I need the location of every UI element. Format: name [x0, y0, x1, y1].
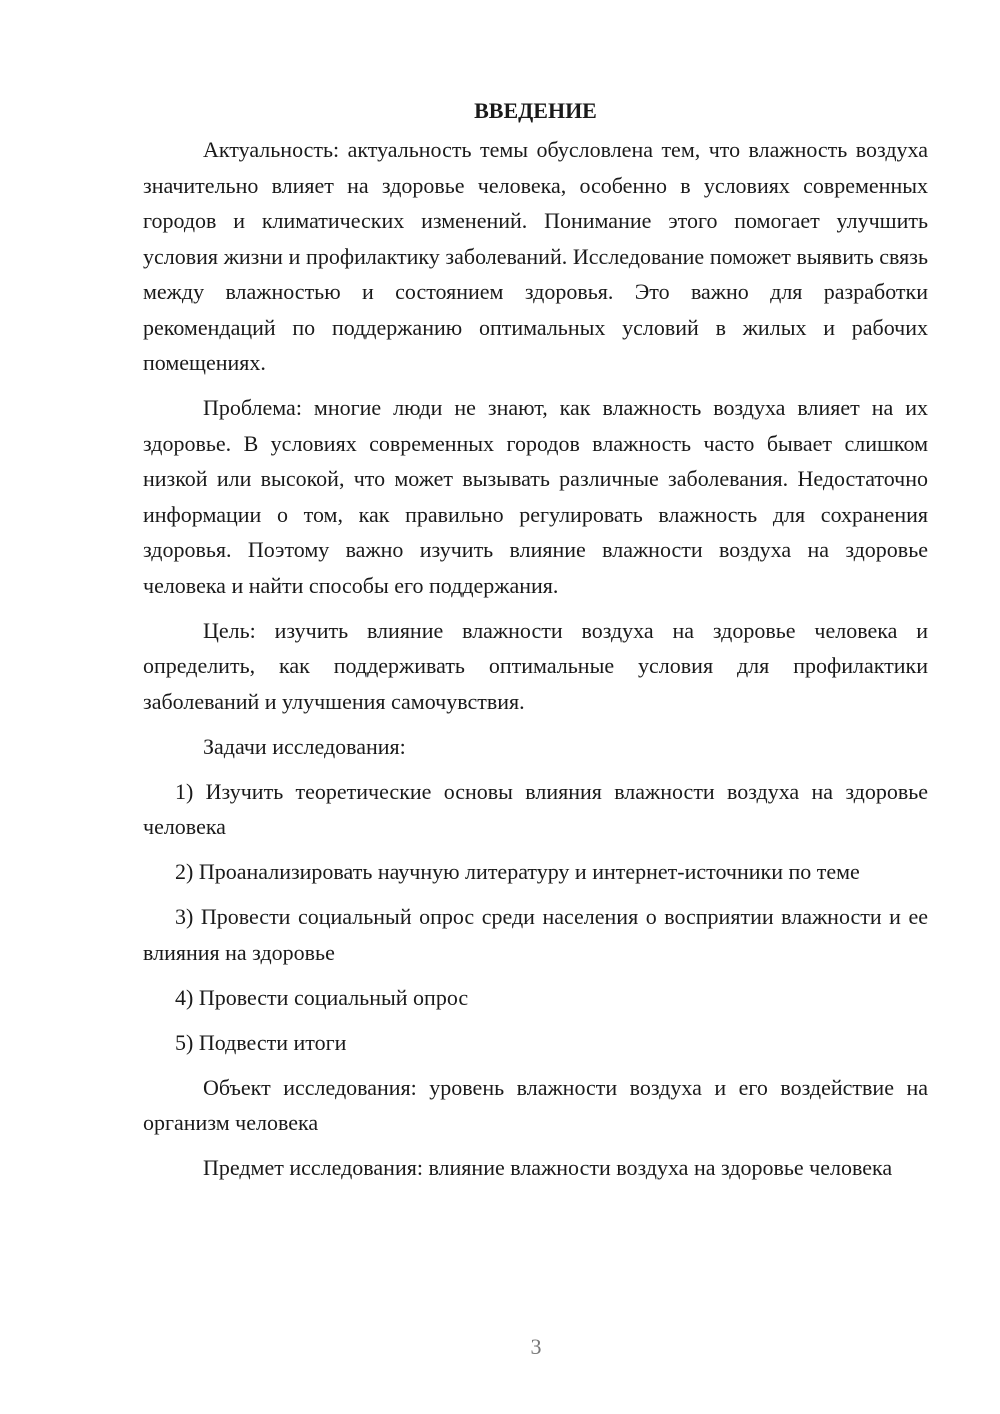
- page-content: [143, 93, 928, 1195]
- tasks-heading: Задачи исследования:: [203, 733, 406, 759]
- problem-paragraph: Проблема: многие люди не знают, как влажность воздуха влияет на их здоровье. В условиях современных городов влажность часто бывает слишком низкой или высокой, что может вызывать различные заболевания. Недостаточно информации о том, как правильно регулировать влажность для сохранения здоровья. Поэтому важно изучить влияние влажности воздуха на здоровье человека и найти способы его поддержания.: [143, 395, 928, 598]
- subject-paragraph: Предмет исследования: влияние влажности воздуха на здоровье человека: [203, 1155, 893, 1180]
- goal-paragraph: Цель: изучить влияние влажности воздуха на здоровье человека и определить, как поддерживать оптимальные условия для профилактики заболеваний и улучшения самочувствия.: [143, 617, 928, 714]
- task-item: 5) Подвести итоги: [175, 1029, 347, 1055]
- section-heading: ВВЕДЕНИЕ: [474, 98, 597, 123]
- task-item: 2) Проанализировать научную литературу и интернет-источники по теме: [175, 859, 860, 884]
- task-item: 1) Изучить теоретические основы влияния влажности воздуха на здоровье человека: [143, 778, 928, 839]
- relevance-paragraph: Актуальность: актуальность темы обусловлена тем, что влажность воздуха значительно влияет на здоровье человека, особенно в условиях современных городов и климатических изменений. Понимание этого помогает улучшить условия жизни и профилактику заболеваний. Исследование поможет выявить связь между влажностью и состоянием здоровья. Это важно для разработки рекомендаций по поддержанию оптимальных условий в жилых и рабочих помещениях.: [143, 137, 928, 375]
- object-paragraph: Объект исследования: уровень влажности воздуха и его воздействие на организм человека: [143, 1074, 928, 1135]
- task-item: 4) Провести социальный опрос: [175, 984, 469, 1010]
- task-item: 3) Провести социальный опрос среди населения о восприятии влажности и ее влияния на здоровье: [143, 904, 928, 965]
- page-number: 3: [530, 1334, 542, 1359]
